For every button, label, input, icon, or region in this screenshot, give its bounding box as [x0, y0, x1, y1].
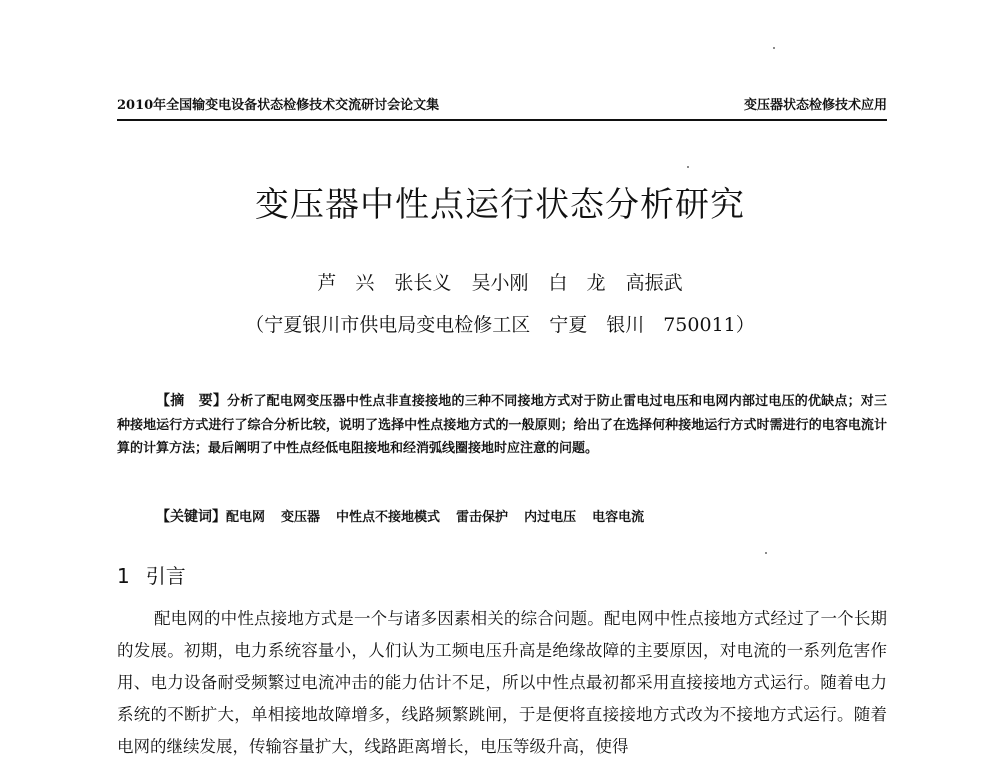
header-proceedings-title: 2010年全国输变电设备状态检修技术交流研讨会论文集 [117, 98, 440, 113]
section-heading [117, 562, 186, 590]
keyword: 电容电流 [592, 510, 645, 525]
author-name: 白 龙 [548, 272, 606, 294]
author-name: 张长义 [394, 272, 452, 294]
keyword: 配电网 [226, 510, 266, 525]
abstract-text: 分析了配电网变压器中性点非直接接地的三种不同接地方式对于防止雷电过电压和电网内部过电压的优缺点；对三种接地运行方式进行了综合分析比较，说明了选择中性点接地方式的一般原则；给出了在选择何种接地运行方式时需进行的电容电流计算的计算方法；最后阐明了中性点经低电阻接地和经消弧线圈接地时应注意的问题。 [117, 394, 887, 456]
author-name: 芦 兴 [317, 272, 375, 294]
header-divider [117, 119, 887, 121]
paper-title: 变压器中性点运行状态分析研究 [255, 185, 745, 225]
scan-speck [765, 552, 767, 554]
abstract [117, 390, 887, 461]
keyword: 中性点不接地模式 [336, 510, 441, 525]
keyword: 雷击保护 [456, 510, 509, 525]
affiliation: （宁夏银川市供电局变电检修工区 宁夏 银川 750011） [245, 314, 755, 336]
author-name: 高振武 [625, 272, 683, 294]
keyword: 内过电压 [524, 510, 577, 525]
scan-speck [773, 47, 775, 49]
abstract-label: 【摘 要】 [156, 393, 228, 409]
keywords-label: 【关键词】 [156, 509, 226, 525]
keywords [156, 506, 887, 529]
header-section-title: 变压器状态检修技术应用 [743, 98, 887, 113]
author-list [0, 270, 1000, 296]
scan-speck [687, 166, 689, 168]
keyword: 变压器 [281, 510, 321, 525]
section-title: 引言 [145, 564, 186, 588]
section-number: 1 [117, 564, 130, 588]
running-header [117, 96, 887, 118]
body-paragraph: 配电网的中性点接地方式是一个与诸多因素相关的综合问题。配电网中性点接地方式经过了一个长期的发展。初期，电力系统容量小，人们认为工频电压升高是绝缘故障的主要原因，对电流的一系列危害作用、电力设备耐受频繁过电流冲击的能力估计不足，所以中性点最初都采用直接接地方式运行。随着电力系统的不断扩大，单相接地故障增多，线路频繁跳闸，于是便将直接接地方式改为不接地方式运行。随着电网的继续发展，传输容量扩大，线路距离增长，电压等级升高，使得 [117, 609, 887, 756]
author-name: 吴小刚 [471, 272, 529, 294]
